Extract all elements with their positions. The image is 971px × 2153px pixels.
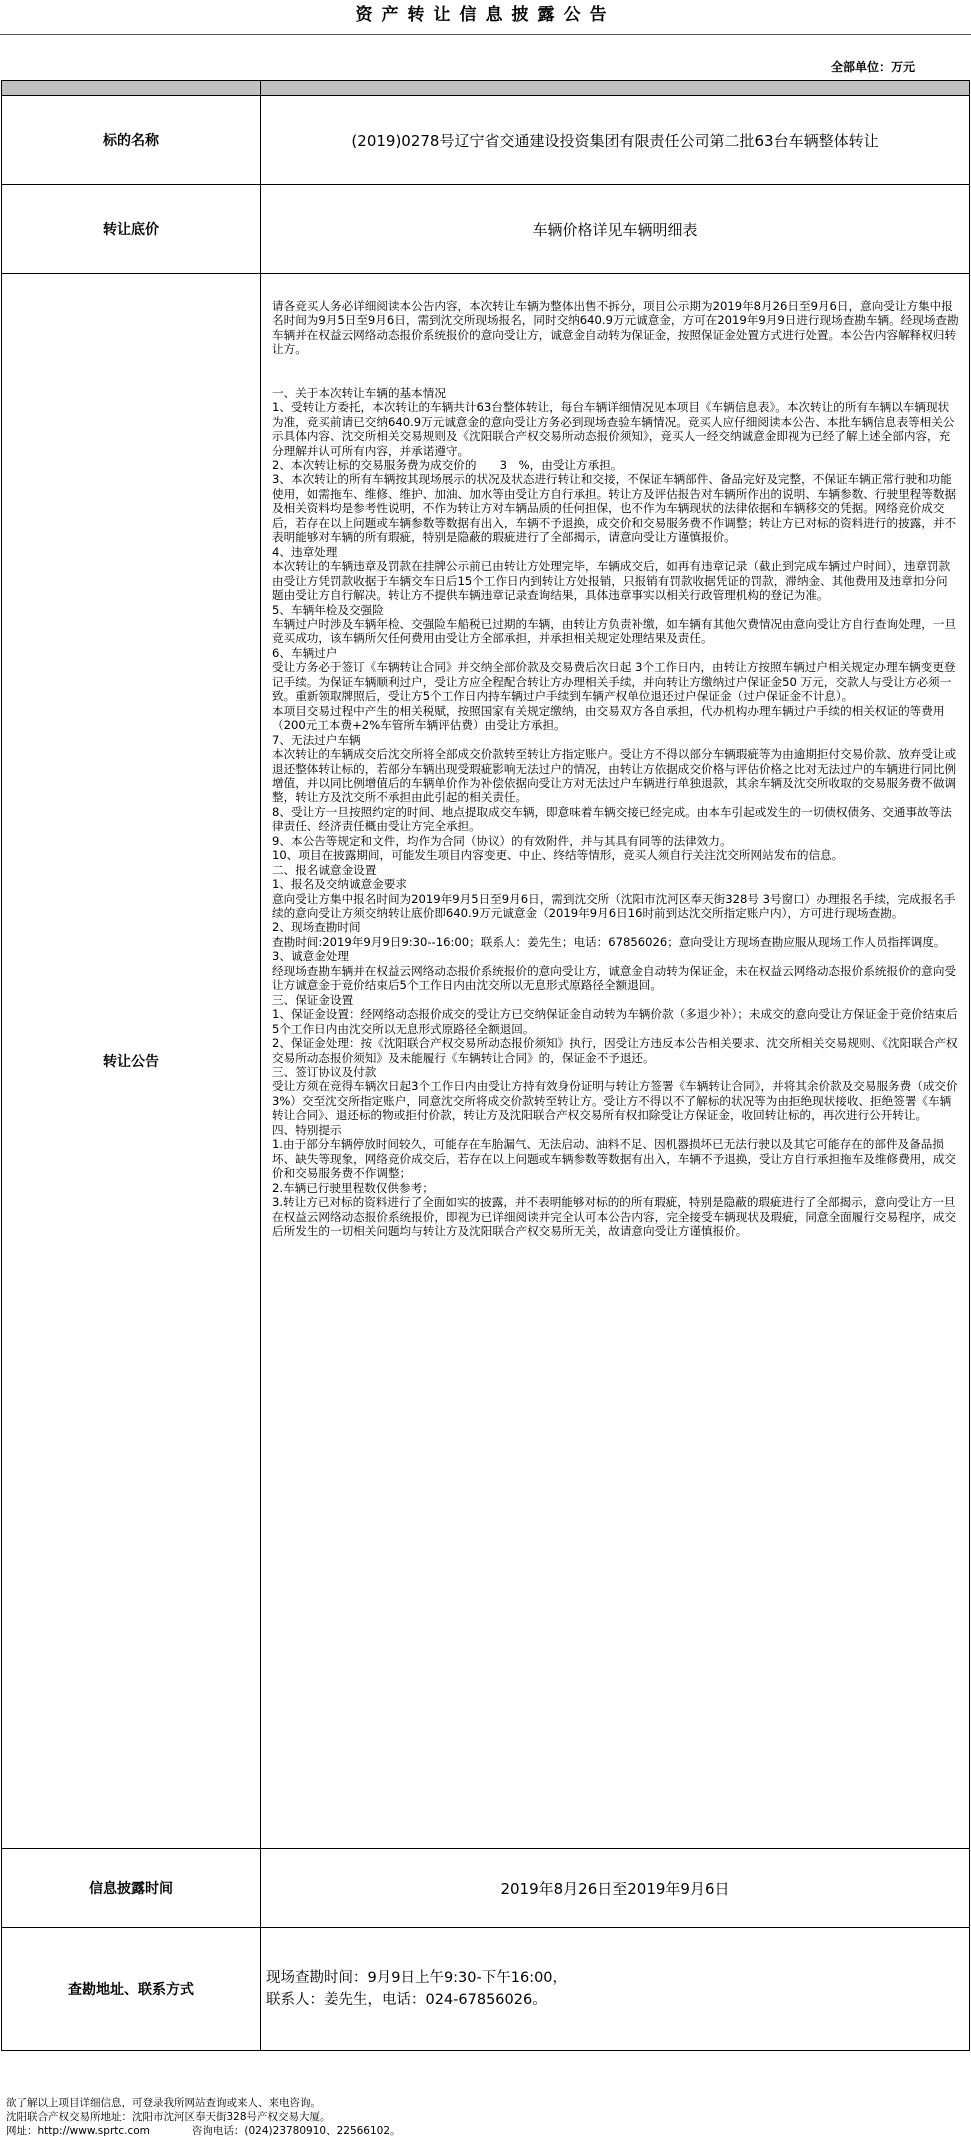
notice-row [2, 274, 970, 1849]
contact-person: 联系人：姜先生，电话：024-67856026。 [266, 1992, 547, 2008]
notice-cell [261, 274, 970, 1849]
header-shade-cell [261, 81, 970, 96]
subject-label: 标的名称 [2, 96, 261, 185]
period-label: 信息披露时间 [2, 1849, 261, 1928]
price-value: 车辆价格详见车辆明细表 [261, 185, 970, 274]
announcement-table [1, 80, 970, 2051]
contact-label: 查勘地址、联系方式 [2, 1928, 261, 2051]
footer-contact: 网址：http://www.sprtc.com 咨询电话：(024)23780910、22566102。 [6, 2125, 401, 2137]
contact-cell [261, 1928, 970, 2051]
contact-row [2, 1928, 970, 2051]
footer-inquiry: 欲了解以上项目详细信息，可登录我所网站查询或来人、来电咨询。 [6, 2097, 321, 2109]
period-value: 2019年8月26日至2019年9月6日 [261, 1849, 970, 1928]
notice-text: 请各竞买人务必详细阅读本公告内容，本次转让车辆为整体出售不拆分，项目公示期为2019年8月26日至9月6日，意向受让方集中报名时间为9月5日至9月6日，需到沈交所现场报名，同时交纳640.9万元诚意金，方可在2019年9月9日进行现场查勘车辆。经现场查勘车辆并在权益云网络动态报价系统报价的意向受让方，诚意金自动转为保证金，按照保证金处置方式进行处置。本公告内容解释权归转让方。 一、关于本次转让车辆的基本情况 1、受转让方委托，本次转让的车辆共计63台整体转让，每台车辆详细情况见本项目《车辆信息表》。本次转让的所有车辆以车辆现状为准，竞买前请已交纳640.9万元诚意金的意向受让方务必到现场查验车辆情况。竞买人应仔细阅读本公告、本批车辆信息表等相关公示具体内容、沈交所相关交易规则及《沈阳联合产权交易所动态报价须知》，竞买人一经交纳诚意金即视为已经了解上述全部内容，充分理解并认可所有内容，并承诺遵守。 2、本次转让标的交易服务费为成交价的 3 %，由受让方承担。 3、本次转让的所有车辆按其现场展示的状况及状态进行转让和交接，不保证车辆部件、备品完好及完整，不保证车辆正常行驶和功能使用，如需拖车、维修、维护、加油、加水等由受让方自行承担。转让方及评估报告对车辆所作出的说明、车辆参数、行驶里程等数据及相关资料均是参考性说明，不作为转让方对车辆品质的任何担保，也不作为车辆现状的法律依据和车辆移交的凭据。网络竞价成交后，若存在以上问题或车辆参数等数据有出入，车辆不予退换，成交价和交易服务费不作调整；转让方已对标的资料进行的披露，并不表明能够对车辆的所有瑕疵，特别是隐蔽的瑕疵进行了全部揭示，请意向受让方谨慎报价。 4、违章处理 本次转让的车辆违章及罚款在挂牌公示前已由转让方处理完毕，车辆成交后，如再有违章记录（截止到完成车辆过户时间），违章罚款由受让方凭罚款收据于车辆交车日后15个工作日内到转让方处报销，只报销有罚款收据凭证的罚款，滞纳金、其他费用及违章扣分问题由受让方自行解决。转让方不提供车辆违章记录查询结果，具体违章事实以相关行政管理机构的登记为准。 5、车辆年检及交强险 车辆过户时涉及车辆年检、交强险车船税已过期的车辆，由转让方负责补缴，如车辆有其他欠费情况由意向受让方自行查询处理，一旦竞买成功，该车辆所欠任何费用由受让方全部承担，并承担相关规定处理结果及责任。 6、车辆过户 受让方务必于签订《车辆转让合同》并交纳全部价款及交易费后次日起 3个工作日内，由转让方按照车辆过户相关规定办理车辆变更登记手续。为保证车辆顺利过户，受让方应全程配合转让方办理相关手续，并向转让方缴纳过户保证金50 万元，交款人与受让方必须一致。重新领取牌照后，受让方5个工作日内持车辆过户手续到车辆产权单位退还过户保证金（过户保证金不计息）。 本项目交易过程中产生的相关税赋，按照国家有关规定缴纳，由交易双方各自承担，代办机构办理车辆过户手续的相关权证的等费用（200元工本费+2%车管所车辆评估费）由受让方承担。 7、无法过户车辆 本次转让的车辆成交后沈交所将全部成交价款转至转让方指定账户。受让方不得以部分车辆瑕疵等为由逾期拒付交易价款、放弃受让或退还整体转让标的，若部分车辆出现受瑕疵影响无法过户的情况，由转让方依据成交价格与评估价格之比对无法过户的车辆进行同比例增值，并以同比例增值后的车辆单价作为补偿依据向受让方对无法过户车辆进行单独退款，其余车辆及沈交所收取的交易服务费不做调整，转让方及沈交所不承担由此引起的相关责任。 8、受让方一旦按照约定的时间、地点提取成交车辆，即意味着车辆交接已经完成。由本车引起或发生的一切债权债务、交通事故等法律责任、经济责任概由受让方完全承担。 9、本公告等规定和文件，均作为合同（协议）的有效附件，并与其具有同等的法律效力。 10、项目在披露期间，可能发生项目内容变更、中止、终结等情形，竞买人须自行关注沈交所网站发布的信息。 二、报名诚意金设置 1、报名及交纳诚意金要求 意向受让方集中报名时间为2019年9月5日至9月6日，需到沈交所（沈阳市沈河区奉天街328号 3号窗口）办理报名手续，完成报名手续的意向受让方须交纳转让底价即640.9万元诚意金（2019年9月6日16时前到达沈交所指定账户内），方可进行现场查勘。 2、现场查勘时间 查勘时间:2019年9月9日9:30--16:00；联系人：姜先生；电话：67856026；意向受让方现场查勘应服从现场工作人员指挥调度。 3、诚意金处理 经现场查勘车辆并在权益云网络动态报价系统报价的意向受让方，诚意金自动转为保证金，未在权益云网络动态报价系统报价的意向受让方诚意金于竞价结束后5个工作日内由沈交所以无息形式原路径全额退回。 三、保证金设置 1、保证金设置：经网络动态报价成交的受让方已交纳保证金自动转为车辆价款（多退少补）；未成交的意向受让方保证金于竞价结束后5个工作日内由沈交所以无息形式原路径全额退回。 2、保证金处理：按《沈阳联合产权交易所动态报价须知》执行，因受让方违反本公告相关要求、沈交所相关交易规则、《沈阳联合产权交易所动态报价须知》及未能履行《车辆转让合同》的，保证金不予退还。 三、签订协议及付款 受让方须在竞得车辆次日起3个工作日内由受让方持有效身份证明与转让方签署《车辆转让合同》，并将其余价款及交易服务费（成交价3%）交至沈交所指定账户，同意沈交所将成交价款转至转让方。受让方不得以不了解标的状况等为由拒绝现状接收、拒绝签署《车辆转让合同》、退还标的物或拒付价款，转让方及沈阳联合产权交易所有权扣除受让方保证金，收回转让标的，再次进行公开转让。 四、特别提示 1.由于部分车辆停放时间较久，可能存在车胎漏气、无法启动、油料不足、因机器损坏已无法行驶以及其它可能存在的部件及备品损坏、缺失等现象，网络竞价成交后，若存在以上问题或车辆参数等数据有出入，车辆不予退换，受让方自行承担拖车及维修费用，成交价和交易服务费不作调整； 2.车辆已行驶里程数仅供参考； 3.转让方已对标的资料进行了全面如实的披露，并不表明能够对标的的所有瑕疵，特别是隐蔽的瑕疵进行了全部揭示，意向受让方一旦在权益云网络动态报价系统报价，即视为已详细阅读并完全认可本公告内容，完全接受车辆现状及瑕疵，同意全面履行交易程序，成交后所发生的一切相关问题均与转让方及沈阳联合产权交易所无关，故请意向受让方谨慎报价。 [272, 299, 959, 1238]
footer-address: 沈阳联合产权交易所地址：沈阳市沈河区奉天街328号产权交易大厦。 [6, 2111, 331, 2123]
subject-value: (2019)0278号辽宁省交通建设投资集团有限责任公司第二批63台车辆整体转让 [261, 96, 970, 185]
period-row [2, 1849, 970, 1928]
page-title: 资产转让信息披露公告 [355, 5, 616, 25]
header-shade-cell [2, 81, 261, 96]
title-divider [0, 34, 971, 35]
price-row [2, 185, 970, 274]
footer [6, 2096, 401, 2138]
notice-label: 转让公告 [2, 274, 261, 1849]
unit-note: 全部单位：万元 [830, 60, 915, 74]
header-shade-row [2, 81, 970, 96]
subject-row [2, 96, 970, 185]
price-label: 转让底价 [2, 185, 261, 274]
contact-time: 现场查勘时间：9月9日上午9:30-下午16:00， [266, 1970, 568, 1986]
